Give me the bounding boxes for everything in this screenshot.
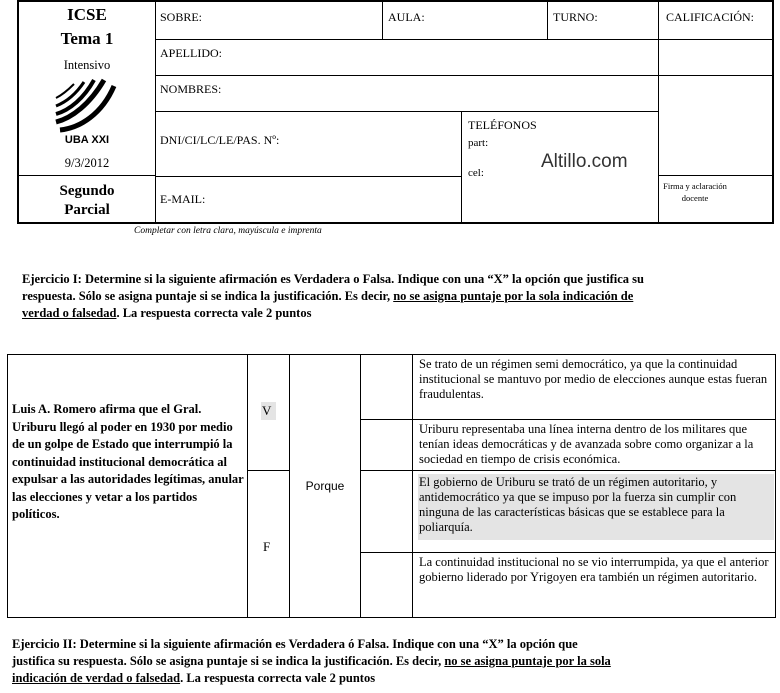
- exam-name-line1: Segundo: [59, 183, 115, 199]
- fill-instruction: Completar con letra clara, mayúscula e imprenta: [134, 226, 322, 236]
- phone-part-field[interactable]: part:: [468, 137, 489, 149]
- exercise2-instructions: [12, 636, 777, 687]
- exercise1-line2: respuesta. Sólo se asigna puntaje si se indica la justificación. Es decir, no se asigna puntaje por la sola indicación de: [22, 289, 634, 303]
- email-field[interactable]: E-MAIL:: [160, 192, 206, 206]
- turno-field[interactable]: TURNO:: [553, 10, 598, 24]
- false-option[interactable]: F: [263, 539, 271, 554]
- option-1-checkbox[interactable]: [361, 355, 412, 419]
- firma-label-2: docente: [681, 193, 709, 203]
- option-4-text: La continuidad institucional no se vio interrumpida, ya que el anterior gobierno liderado por Yrigoyen era también un régimen autoritario.: [419, 555, 769, 584]
- phone-cel-field[interactable]: cel:: [468, 167, 484, 179]
- exercise2-line2: justifica su respuesta. Sólo se asigna puntaje si se indica la justificación. Es decir, no se asigna puntaje por la sola: [12, 654, 611, 668]
- apellido-field[interactable]: APELLIDO:: [160, 46, 222, 60]
- porque-label: Porque: [305, 479, 345, 493]
- uba-logo: [50, 74, 122, 138]
- exercise1-instructions: [22, 271, 777, 322]
- nombres-field[interactable]: NOMBRES:: [160, 82, 222, 96]
- exercise2-line3: indicación de verdad o falsedad. La respuesta correcta vale 2 puntos: [12, 671, 376, 685]
- option-2-checkbox[interactable]: [361, 420, 412, 470]
- statement-text: Luis A. Romero afirma que el Gral. Uriburu llegó al poder en 1930 por medio de un golpe de Estado que interrumpió la continuidad institucional democrática al expulsar a las autoridades legítimas, anular las elecciones y vetar a los partidos políticos.: [12, 402, 244, 521]
- uba-logo-text: UBA XXI: [64, 134, 110, 146]
- aula-field[interactable]: AULA:: [388, 10, 425, 24]
- option-4-checkbox[interactable]: [361, 553, 412, 617]
- true-option[interactable]: V: [262, 403, 272, 418]
- exercise1-line1: Ejercicio I: Determine si la siguiente afirmación es Verdadera o Falsa. Indique con una “X” la opción que justifica su: [22, 272, 644, 286]
- firma-label-1: Firma y aclaración: [663, 181, 727, 191]
- exercise2-line1: Ejercicio II: Determine si la siguiente afirmación es Verdadera ó Falsa. Indique con una “X” la opción que: [12, 637, 578, 651]
- option-3-text: El gobierno de Uriburu se trató de un régimen autoritario, y antidemocrático ya que se impuso por la fuerza sin cumplir con ninguna de las características básicas que se establece para la poliarquía.: [419, 475, 737, 534]
- exam-date: 9/3/2012: [64, 156, 110, 170]
- option-1-text: Se trato de un régimen semi democrático, ya que la continuidad institucional se mantuvo por medio de elecciones aunque estas fueran fraudulentas.: [419, 357, 768, 401]
- calificacion-field[interactable]: CALIFICACIÓN:: [666, 10, 755, 24]
- option-2-text: Uriburu representaba una línea interna dentro de los militares que tenían ideas democráticas y de avanzada sobre como organizar a la sociedad en tiempo de crisis económica.: [419, 422, 754, 466]
- theme-title: Tema 1: [60, 29, 114, 48]
- dni-field[interactable]: DNI/CI/LC/LE/PAS. Nº:: [160, 133, 280, 147]
- telefonos-label: TELÉFONOS: [468, 118, 537, 132]
- exercise1-line3: verdad o falsedad. La respuesta correcta vale 2 puntos: [22, 306, 312, 320]
- watermark: Altillo.com: [541, 151, 628, 172]
- mode-label: Intensivo: [63, 58, 111, 72]
- sobre-field[interactable]: SOBRE:: [160, 10, 203, 24]
- course-title: ICSE: [67, 5, 107, 24]
- exam-name-line2: Parcial: [64, 202, 110, 218]
- option-3-checkbox[interactable]: [361, 471, 412, 552]
